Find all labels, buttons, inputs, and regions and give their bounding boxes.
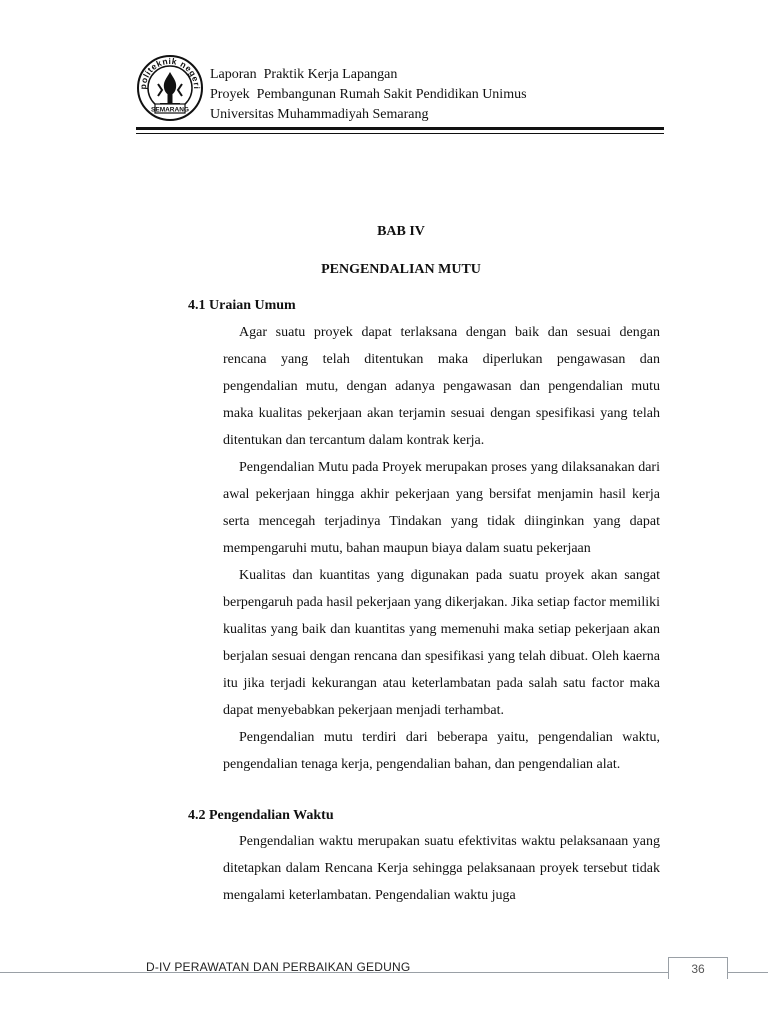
header-rule-thin [136, 133, 664, 134]
politeknik-negeri-semarang-seal-icon [136, 54, 204, 122]
header-line-project: Proyek Pembangunan Rumah Sakit Pendidikan Unimus [210, 87, 527, 102]
svg-text:politeknik negeri: politeknik negeri [137, 55, 203, 90]
header-text [210, 65, 527, 125]
chapter-title: PENGENDALIAN MUTU [321, 262, 481, 277]
page-number: 36 [668, 957, 728, 979]
chapter-number: BAB IV [377, 224, 425, 239]
footer-program-name: D-IV PERAWATAN DAN PERBAIKAN GEDUNG [146, 960, 411, 974]
paragraph: Kualitas dan kuantitas yang digunakan pada suatu proyek akan sangat berpengaruh pada hasil pekerjaan yang dikerjakan. Jika setiap factor memiliki kualitas yang baik dan kuantitas yang memenuhi maka setiap pekerjaan akan berjalan sesuai dengan rencana dan spesifikasi yang telah dibuat. Oleh kaerna itu jika terjadi kekurangan atau keterlambatan pada salah satu factor maka dapat menyebabkan pekerjaan menjadi terhambat. [223, 568, 660, 718]
document-header [136, 54, 666, 134]
paragraph: Agar suatu proyek dapat terlaksana dengan baik dan sesuai dengan rencana yang telah ditentukan maka diperlukan pengawasan dan pengendalian mutu, dengan adanya pengawasan dan pengendalian mutu maka kualitas pekerjaan akan terjamin sesuai dengan spesifikasi yang telah ditentukan dan tercantum dalam kontrak kerja. [223, 325, 660, 448]
header-line-report: Laporan Praktik Kerja Lapangan [210, 67, 398, 82]
paragraph: Pengendalian Mutu pada Proyek merupakan proses yang dilaksanakan dari awal pekerjaan hingga akhir pekerjaan yang bersifat menjamin hasil kerja serta mencegah terjadinya Tindakan yang tidak diinginkan yang dapat mempengaruhi mutu, bahan maupun biaya dalam suatu pekerjaan [223, 460, 660, 556]
header-line-university: Universitas Muhammadiyah Semarang [210, 107, 429, 122]
svg-text:SEMARANG: SEMARANG [151, 106, 189, 114]
section-title-4-2: 4.2 Pengendalian Waktu [188, 808, 334, 823]
paragraph: Pengendalian waktu merupakan suatu efektivitas waktu pelaksanaan yang ditetapkan dalam Rencana Kerja sehingga pelaksanaan proyek tersebut tidak mengalami keterlambatan. Pengendalian waktu juga [223, 834, 660, 903]
paragraph: Pengendalian mutu terdiri dari beberapa yaitu, pengendalian waktu, pengendalian tenaga kerja, pengendalian bahan, dan pengendalian alat. [223, 730, 660, 772]
section-title-4-1: 4.1 Uraian Umum [188, 298, 296, 313]
header-rule-thick [136, 127, 664, 130]
